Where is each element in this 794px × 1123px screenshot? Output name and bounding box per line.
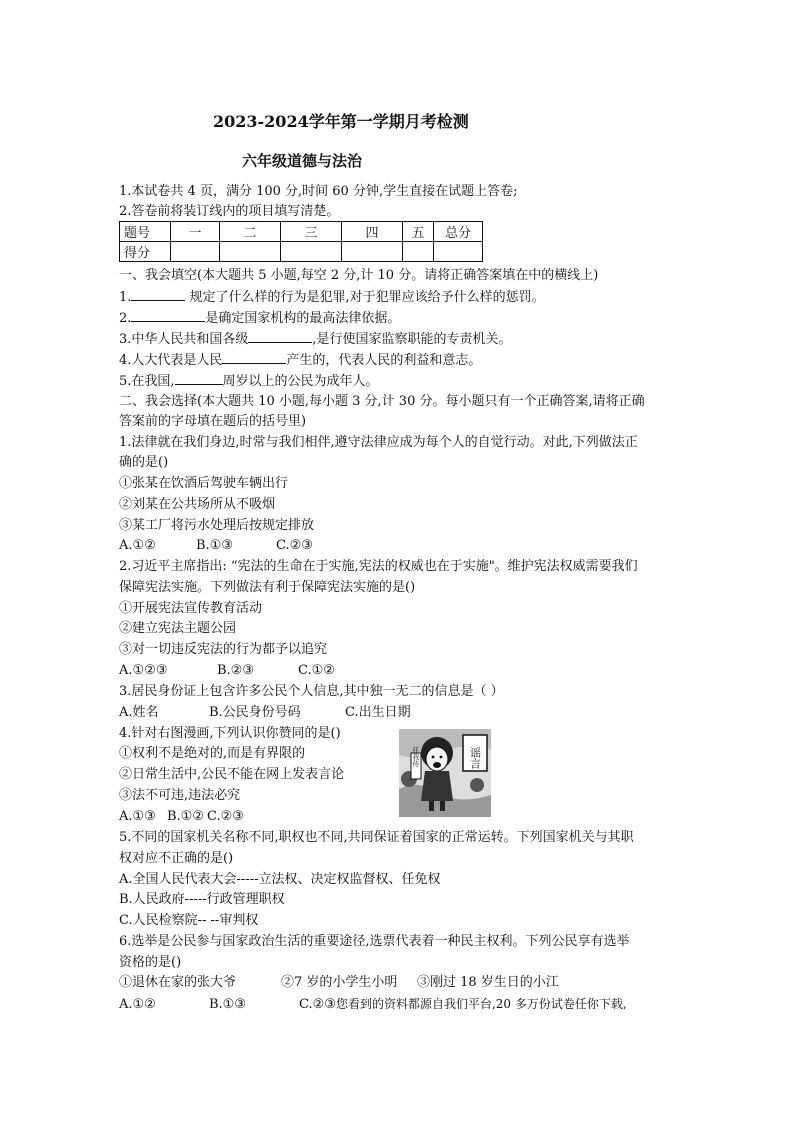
option-b[interactable]: B.②③ xyxy=(217,663,254,678)
exam-title: 2023-2024学年第一学期月考检测 xyxy=(213,112,469,131)
section2-heading-cont: 答案前的字母填在题后的括号里) xyxy=(119,414,307,429)
score-table-input-row xyxy=(120,242,483,262)
score-cell: 总分 xyxy=(434,222,483,242)
option-a[interactable]: A.①②③ xyxy=(119,663,168,678)
score-input-cell[interactable] xyxy=(171,242,220,262)
question-4-options xyxy=(119,809,244,825)
option-a[interactable]: A.①② xyxy=(119,997,156,1012)
section2-heading: 二、我会选择(本大题共 10 小题,每小题 3 分,计 30 分。每小题只有一个正确答案,请将正确 xyxy=(119,394,645,409)
score-table xyxy=(119,221,483,262)
fill-question-2: 2. 是确定国家机构的最高法律依据。 xyxy=(119,311,401,326)
question-1-stem: 1.法律就在我们身边,时常与我们相伴,遵守法律应成为每个人的自觉行动。对此,下列做法正 xyxy=(119,435,638,450)
question-5-stem: 5.不同的国家机关名称不同,职权也不同,共同保证着国家的正常运转。下列国家机关与其职 xyxy=(119,830,634,845)
option-c[interactable]: C.出生日期 xyxy=(345,705,411,720)
instruction-2: 2.答卷前将装订线内的项目填写清楚。 xyxy=(119,204,340,219)
score-input-cell[interactable] xyxy=(434,242,483,262)
answer-blank[interactable] xyxy=(131,289,185,301)
score-input-cell[interactable] xyxy=(403,242,434,262)
option-c[interactable]: C.人民检察院-- --审判权 xyxy=(119,913,259,928)
option-c[interactable]: C.①② xyxy=(298,663,335,678)
fill-question-1: 1. 规定了什么样的行为是犯罪,对于犯罪应该给予什么样的惩罚。 xyxy=(119,290,545,305)
question-2-item: ①开展宪法宣传教育活动 xyxy=(119,601,263,616)
score-cell: 一 xyxy=(171,222,220,242)
score-cell: 二 xyxy=(220,222,281,242)
question-6-item: ②7 岁的小学生小明 xyxy=(281,975,398,990)
question-4-item: ②日常生活中,公民不能在网上发表言论 xyxy=(119,767,345,782)
score-input-cell[interactable] xyxy=(281,242,342,262)
score-cell: 三 xyxy=(281,222,342,242)
option-b[interactable]: B.人民政府-----行政管理职权 xyxy=(119,892,285,907)
fill-question-5: 5.在我国, 周岁以上的公民为成年人。 xyxy=(119,374,379,389)
question-2-item: ②建立宪法主题公园 xyxy=(119,621,237,636)
question-6-item: ①退休在家的张大爷 xyxy=(119,975,237,990)
cartoon-sign-text: 谣言 xyxy=(468,747,482,769)
question-1-options xyxy=(119,538,313,554)
question-4-item: ①权利不是绝对的,而是有界限的 xyxy=(119,746,306,761)
fill-question-3: 3.中华人民共和国各级 ,是行使国家监察职能的专责机关。 xyxy=(119,332,512,347)
option-a[interactable]: A.全国人民代表大会-----立法权、决定权监督权、任免权 xyxy=(119,872,441,887)
question-6-item: ③刚过 18 岁生日的小江 xyxy=(417,975,559,990)
cartoon-slogan-text: 任我传 xyxy=(412,746,420,768)
instruction-1: 1.本试卷共 4 页，满分 100 分,时间 60 分钟,学生直接在试题上答卷; xyxy=(119,184,518,199)
option-a[interactable]: A.姓名 xyxy=(119,705,159,720)
option-b[interactable]: B.①③ xyxy=(196,538,233,553)
option-b[interactable]: B.①② xyxy=(167,809,204,824)
section1-heading: 一、我会填空(本大题共 5 小题,每空 2 分,计 10 分。请将正确答案填在中的横线上) xyxy=(119,268,599,283)
watermark-text: 您看到的资料都源自我们平台,20 多万份试卷任你下载, xyxy=(335,997,627,1011)
score-input-cell[interactable] xyxy=(220,242,281,262)
score-input-cell[interactable] xyxy=(342,242,403,262)
question-3-options xyxy=(119,705,411,721)
cartoon-illustration xyxy=(399,729,491,817)
question-2-stem: 2.习近平主席指出: “宪法的生命在于实施,宪法的权威也在于实施"。维护宪法权威需要我们 xyxy=(119,559,638,574)
question-2-options xyxy=(119,663,335,679)
score-cell: 五 xyxy=(403,222,434,242)
question-4-stem: 4.针对右图漫画,下列认识你赞同的是() xyxy=(119,726,341,741)
score-table-header-row xyxy=(120,222,483,242)
score-cell: 题号 xyxy=(120,222,171,242)
score-cell: 得分 xyxy=(120,242,171,262)
exam-subtitle: 六年级道德与法治 xyxy=(242,152,363,170)
question-6-stem-cont: 资格的是() xyxy=(119,955,182,970)
option-c[interactable]: C.②③ xyxy=(276,538,313,553)
option-a[interactable]: A.①② xyxy=(119,538,156,553)
option-b[interactable]: B.①③ xyxy=(209,997,246,1012)
question-6-stem: 6.选举是公民参与国家政治生活的重要途径,选票代表着一种民主权利。下列公民享有选举 xyxy=(119,934,630,949)
question-1-stem-cont: 确的是() xyxy=(119,455,169,470)
question-4-item: ③法不可违,违法必究 xyxy=(119,788,241,803)
question-1-item: ②刘某在公共场所从不吸烟 xyxy=(119,497,276,512)
option-c[interactable]: C.②③ xyxy=(207,809,244,824)
question-1-item: ③某工厂将污水处理后按规定排放 xyxy=(119,518,315,533)
answer-blank[interactable] xyxy=(131,310,205,322)
option-c[interactable]: C.②③ xyxy=(299,997,336,1012)
score-cell: 四 xyxy=(342,222,403,242)
answer-blank[interactable] xyxy=(248,331,312,343)
option-b[interactable]: B.公民身份号码 xyxy=(209,705,301,720)
answer-blank[interactable] xyxy=(175,373,223,385)
question-2-stem-cont: 保障宪法实施。下列做法有利于保障宪法实施的是() xyxy=(119,580,416,595)
question-6-options xyxy=(119,996,627,1013)
answer-blank[interactable] xyxy=(222,352,286,364)
question-3-stem: 3.居民身份证上包含许多公民个人信息,其中独一无二的信息是（ ） xyxy=(119,684,504,699)
option-a[interactable]: A.①③ xyxy=(119,809,156,824)
question-6-items xyxy=(119,975,559,991)
question-1-item: ①张某在饮酒后驾驶车辆出行 xyxy=(119,476,289,491)
question-2-item: ③对一切违反宪法的行为都予以追究 xyxy=(119,642,328,657)
fill-question-4: 4.人大代表是人民 产生的，代表人民的利益和意志。 xyxy=(119,353,482,368)
question-5-stem-cont: 权对应不正确的是() xyxy=(119,851,234,866)
